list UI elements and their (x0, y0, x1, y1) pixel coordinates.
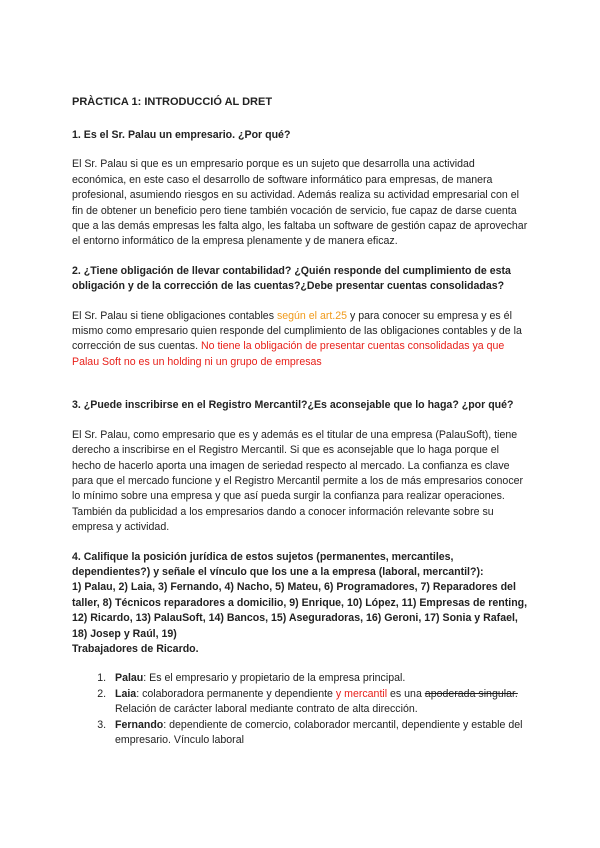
answer-3: El Sr. Palau, como empresario que es y además es el titular de una empresa (PalauSoft), tiene derecho a inscribirse en el Registro Mercantil. Si que es aconsejable que lo haga porque el hecho de hacerlo aporta una imagen de seriedad respecto al mercado. La confianza es clave para que el mercado funcione y el Registro Mercantil permite a los de más empresarios conocer lo mínimo sobre una empresa y que así pueda surgir la confianza para realizar operaciones. También da publicidad a los empresarios dando a conocer información relevante sobre su empresa y actividad. (72, 428, 524, 534)
answer-4-list (72, 671, 528, 748)
question-4-subjects-tail: Trabajadores de Ricardo. (72, 642, 199, 655)
answer-2 (72, 309, 528, 371)
answer-2-highlight-orange: según el art.25 (276, 309, 348, 322)
list-item-text: : Es el empresario y propietario de la empresa principal. (143, 672, 406, 685)
list-item (109, 671, 528, 686)
answer-2-text-b: y para conocer su empresa y es él mismo como empresario quien responde del cumplimiento de las obligaciones contables y de la corrección de sus cuentas. (72, 309, 522, 353)
list-item-text: : dependiente de comercio, colaborador mercantil, dependiente y estable del empresario. Vínculo laboral (115, 718, 523, 746)
list-item (109, 687, 528, 718)
list-item-name: Fernando (115, 718, 164, 731)
list-item-strikethrough: apoderada singular. (424, 687, 518, 700)
question-4-text: 4. Califique la posición jurídica de estos sujetos (permanentes, mercantiles, dependientes?) y señale el vínculo que los une a la empresa (laboral, mercantil?): (72, 550, 484, 578)
document-title: PRÀCTICA 1: INTRODUCCIÓ AL DRET (72, 96, 273, 108)
question-1: 1. Es el Sr. Palau un empresario. ¿Por qué? (72, 129, 291, 141)
answer-1: El Sr. Palau si que es un empresario porque es un sujeto que desarrolla una actividad económica, en este caso el desarrollo de software informático para empresas, de manera profesional, asumiendo riesgos en su actividad. Además realiza su actividad empresarial con el fin de obtener un beneficio pero tiene también vocación de servicio, fue capaz de darse cuenta que a las demás empresas les falta algo, les faltaba un software de gestión capaz de aprovechar el entorno informático de la empresa plenamente y de manera eficaz. (72, 158, 528, 248)
answer-2-text-a: El Sr. Palau si tiene obligaciones contables (72, 309, 277, 322)
spacer (72, 384, 528, 398)
question-4-subjects: 1) Palau, 2) Laia, 3) Fernando, 4) Nacho, 5) Mateu, 6) Programadores, 7) Reparadores del taller, 8) Técnicos reparadores a domicilio, 9) Enrique, 10) López, 11) Empresas de renting, 12) Ricardo, 13) PalauSoft, 14) Bancos, 15) Aseguradoras, 16) Geroni, 17) Sonia y Rafael, 18) Josep y Raúl, 19) (72, 581, 528, 640)
list-item-name: Palau (115, 672, 144, 685)
list-item-text: : colaboradora permanente y dependiente (136, 687, 336, 700)
question-3: 3. ¿Puede inscribirse en el Registro Mercantil?¿Es aconsejable que lo haga? ¿por qué? (72, 399, 514, 412)
list-item-text: Relación de carácter laboral mediante contrato de alta dirección. (115, 703, 418, 716)
list-item-name: Laia (115, 687, 137, 700)
question-2: 2. ¿Tiene obligación de llevar contabilidad? ¿Quién responde del cumplimiento de esta obligación y de la corrección de las cuentas?¿Debe presentar cuentas consolidadas? (72, 264, 511, 293)
list-item (109, 718, 528, 749)
answer-2-highlight-red: No tiene la obligación de presentar cuentas consolidadas ya que Palau Soft no es un holding ni un grupo de empresas (72, 340, 505, 368)
question-4 (72, 550, 528, 658)
list-item-highlight-red: y mercantil (335, 687, 388, 700)
list-item-text: es una (387, 687, 425, 700)
